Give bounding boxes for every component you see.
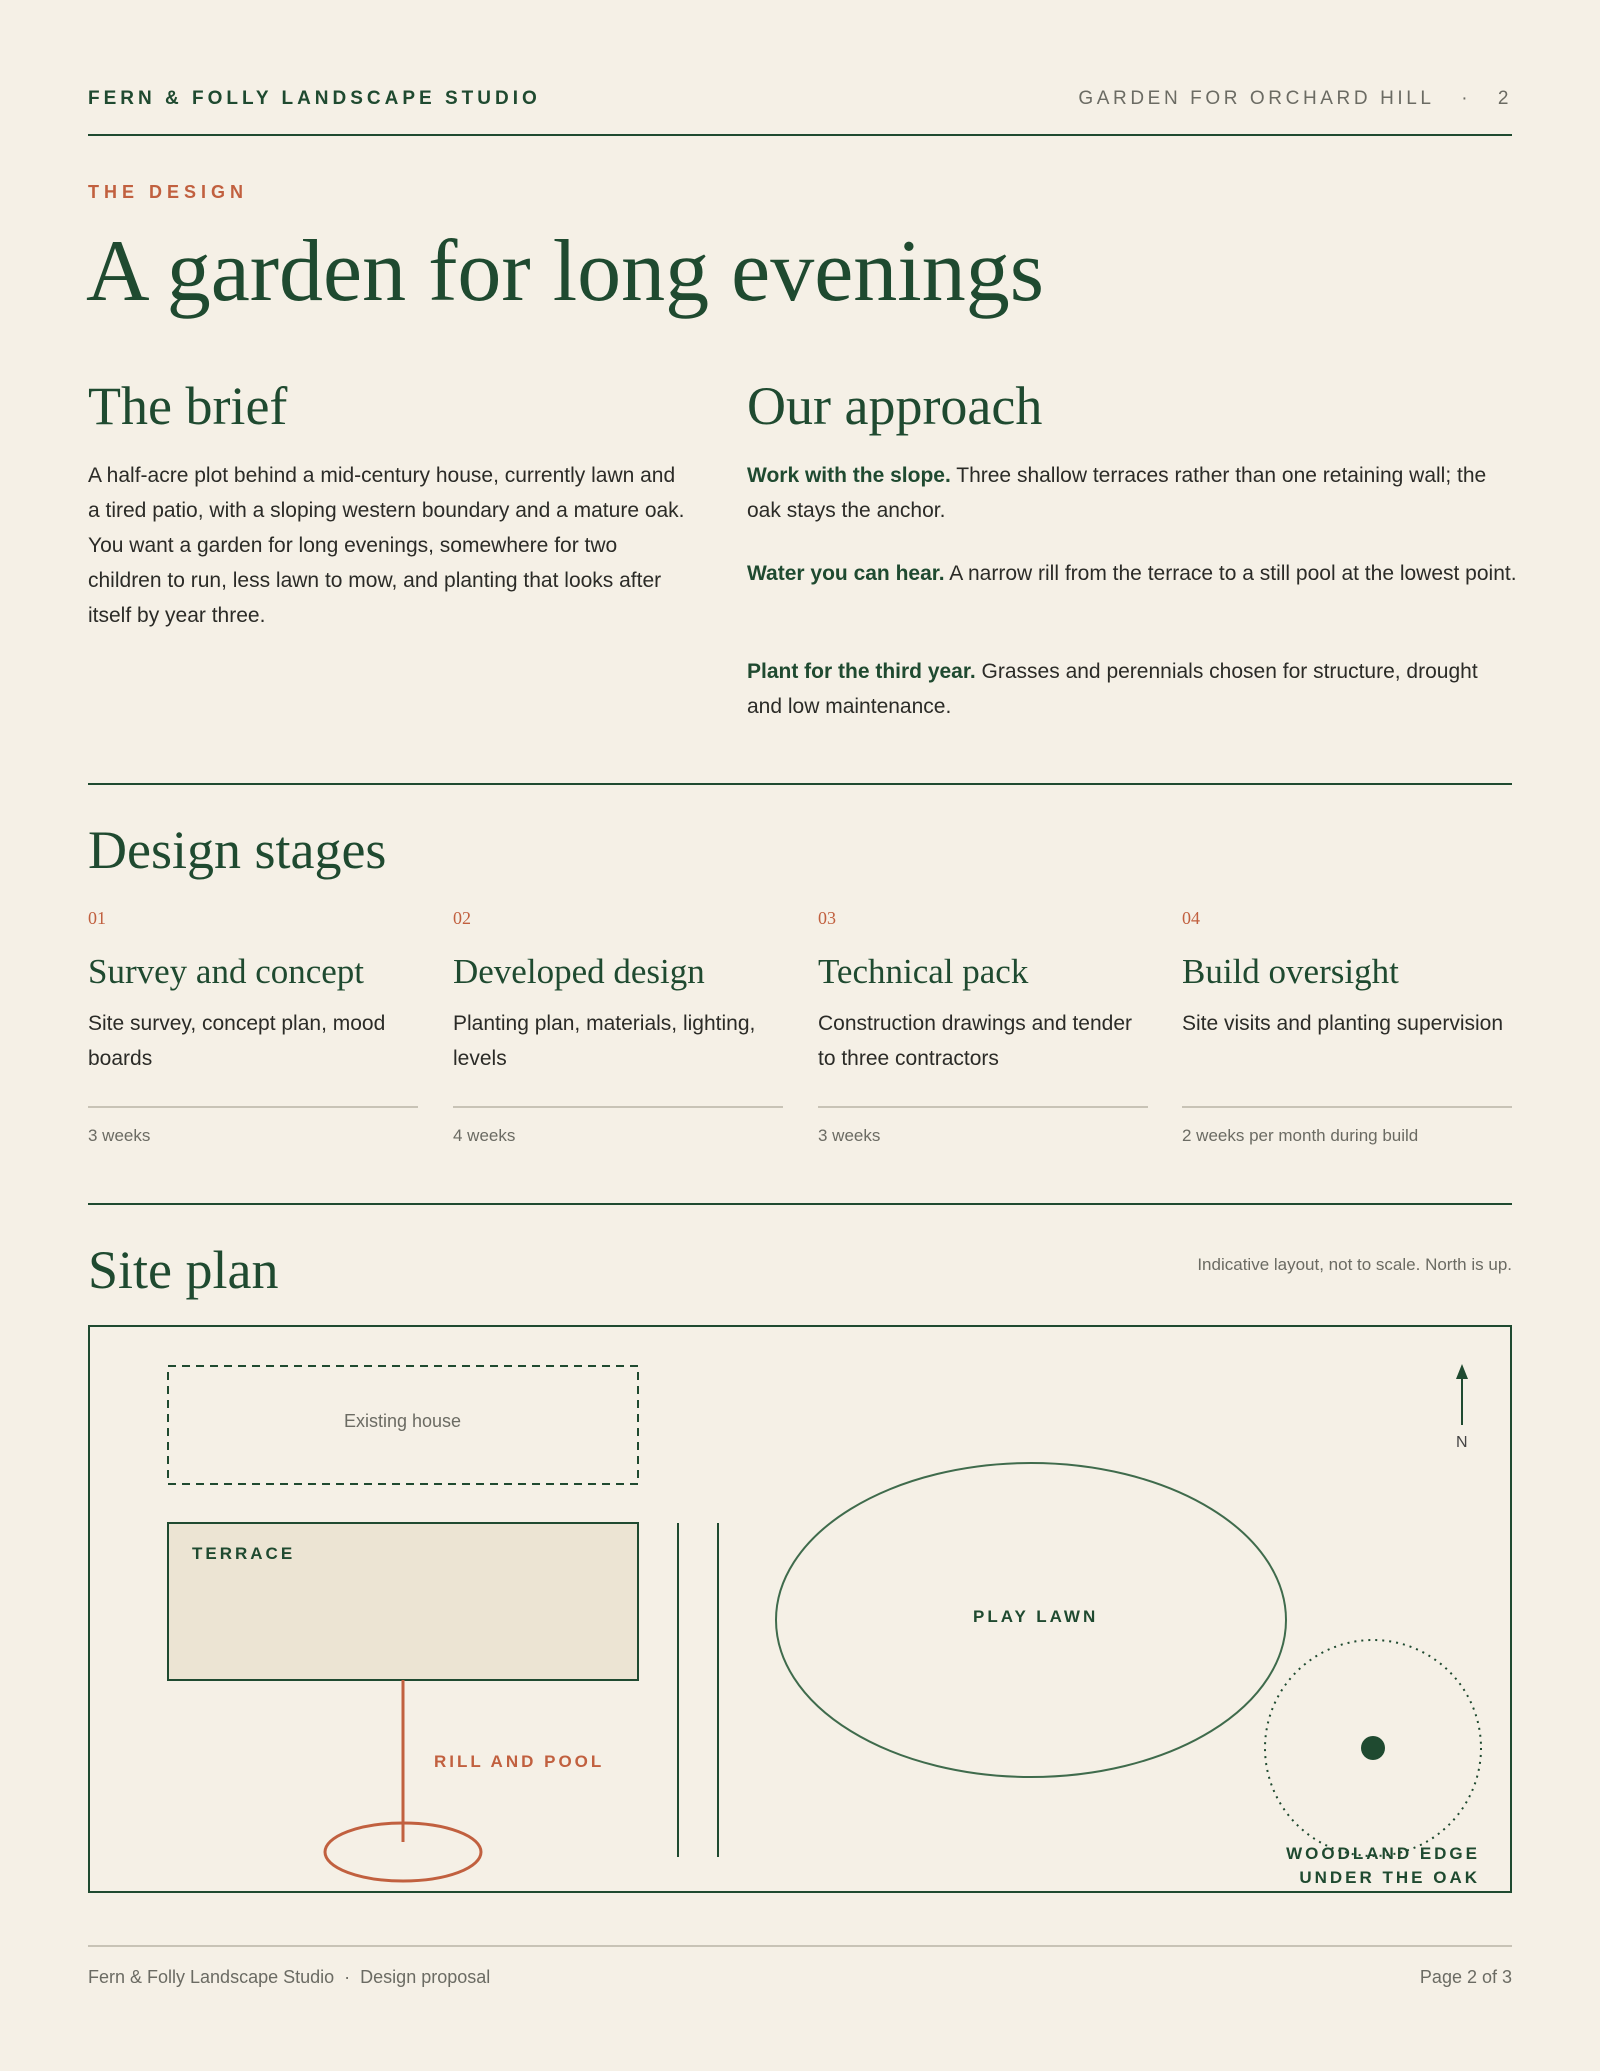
- brief-text: A half-acre plot behind a mid-century house, currently lawn and a tired patio, with a sloping western boundary and a mature oak. You want a garden for long evenings, somewhere for two children to run, less lawn to mow, and planting that looks after itself by year three.: [88, 464, 685, 627]
- stage-number: 04: [1182, 908, 1200, 928]
- footer-page-count: Page 2 of 3: [1419, 1967, 1512, 1987]
- oak-trunk-dot: [1361, 1736, 1385, 1760]
- stage-description: Site survey, concept plan, mood boards: [88, 1012, 386, 1070]
- approach-heading: Our approach: [747, 376, 1043, 436]
- woodland-label-line: UNDER THE OAK: [1299, 1868, 1480, 1887]
- header-separator: ·: [1461, 88, 1472, 109]
- approach-item: [747, 654, 1517, 724]
- site-plan-drawing: [90, 1327, 1510, 1891]
- approach-lead: Water you can hear.: [747, 562, 945, 585]
- page-footer: [88, 1945, 1512, 1988]
- rill-pool-label: RILL AND POOL: [434, 1752, 605, 1771]
- project-title: [1078, 88, 1512, 110]
- footer-doc-type: Design proposal: [360, 1967, 491, 1987]
- play-lawn-label: PLAY LAWN: [973, 1607, 1099, 1626]
- stage-description: Construction drawings and tender to three contractors: [818, 1012, 1133, 1070]
- north-arrow-icon: [1456, 1364, 1468, 1379]
- approach-item: [747, 556, 1517, 591]
- site-plan-note: Indicative layout, not to scale. North is up.: [1197, 1255, 1512, 1274]
- approach-detail: Grasses and perennials chosen for structure, drought and low maintenance.: [747, 660, 1478, 718]
- stage-name: Build oversight: [1182, 952, 1399, 991]
- stage-duration: 3 weeks: [818, 1126, 881, 1145]
- stage-number: 03: [818, 908, 836, 928]
- house-label: Existing house: [344, 1411, 462, 1431]
- site-plan-diagram: [88, 1325, 1512, 1893]
- stage-divider: [88, 1106, 418, 1108]
- stage-duration: 4 weeks: [453, 1126, 516, 1145]
- stage-card: [818, 908, 1148, 1146]
- project-name: GARDEN FOR ORCHARD HILL: [1078, 88, 1435, 109]
- footer-studio: Fern & Folly Landscape Studio: [88, 1967, 335, 1987]
- stage-name: Technical pack: [818, 952, 1029, 991]
- stage-name: Survey and concept: [88, 952, 365, 991]
- section-eyebrow: THE DESIGN: [88, 182, 249, 202]
- studio-name: FERN & FOLLY LANDSCAPE STUDIO: [88, 88, 541, 109]
- page-number: 2: [1497, 88, 1512, 109]
- page-header: [88, 86, 1512, 136]
- approach-detail: Three shallow terraces rather than one retaining wall; the oak stays the anchor.: [747, 464, 1487, 522]
- footer-separator: ·: [344, 1967, 351, 1987]
- woodland-label-line: WOODLAND EDGE: [1286, 1844, 1480, 1863]
- stage-divider: [1182, 1106, 1512, 1108]
- stage-duration: 3 weeks: [88, 1126, 151, 1145]
- approach-lead: Work with the slope.: [747, 464, 951, 487]
- stage-name: Developed design: [453, 952, 705, 991]
- stage-duration: 2 weeks per month during build: [1182, 1126, 1419, 1145]
- woodland-label: [1286, 1842, 1480, 1890]
- stage-card: [1182, 908, 1512, 1146]
- terrace-label: TERRACE: [192, 1544, 296, 1563]
- site-plan-heading: Site plan: [88, 1240, 279, 1300]
- approach-lead: Plant for the third year.: [747, 660, 976, 683]
- stage-card: [453, 908, 783, 1146]
- page-title: A garden for long evenings: [86, 223, 1044, 320]
- stage-number: 02: [453, 908, 471, 928]
- stage-description: Planting plan, materials, lighting, levels: [453, 1012, 756, 1070]
- stage-divider: [453, 1106, 783, 1108]
- section-divider: [88, 783, 1512, 785]
- approach-item: [747, 458, 1517, 528]
- north-label: N: [1456, 1434, 1468, 1451]
- section-divider: [88, 1203, 1512, 1205]
- stages-heading: Design stages: [88, 820, 387, 880]
- stage-divider: [818, 1106, 1148, 1108]
- stage-card: [88, 908, 418, 1146]
- approach-detail: A narrow rill from the terrace to a still pool at the lowest point.: [944, 562, 1517, 585]
- stage-description: Site visits and planting supervision: [1182, 1012, 1504, 1035]
- stage-number: 01: [88, 908, 106, 928]
- brief-heading: The brief: [88, 376, 288, 436]
